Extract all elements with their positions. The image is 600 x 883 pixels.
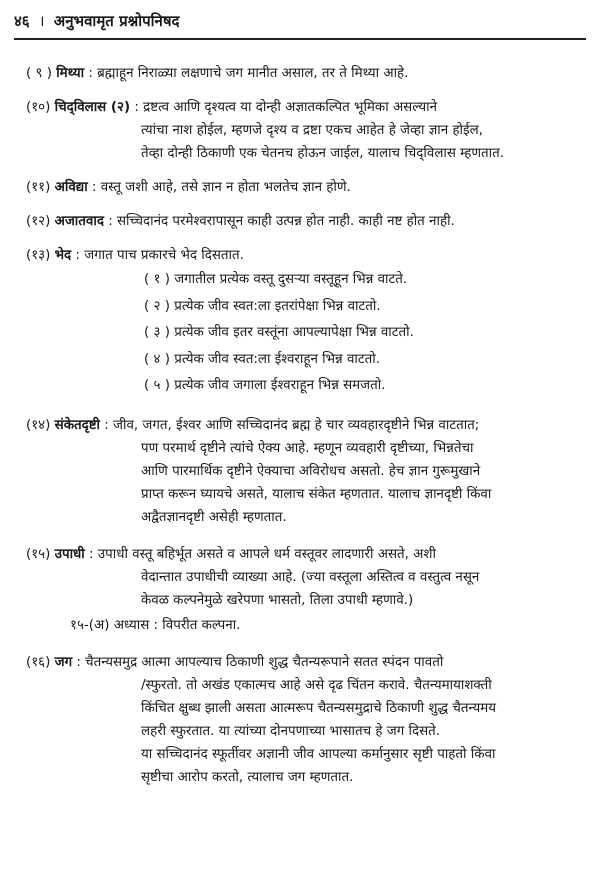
subitem-text: जगातील प्रत्येक वस्तू दुसऱ्या वस्तूहून भिन्न वाटते. — [174, 272, 408, 287]
glossary-entry-12: (१२) अजातवाद : सच्चिदानंद परमेश्वरापासून काही उत्पन्न होत नाही. काही नष्ट होत नाही. — [26, 210, 590, 233]
subitem-number: ( ५ ) — [144, 378, 170, 393]
entry-text: उपाधी वस्तू बहिर्भूत असते व आपले धर्म वस्तूवर लादणारी असते, अशी — [97, 546, 436, 562]
entry-text: द्रष्टत्व आणि दृश्यत्व या दोन्ही अज्ञातकल्पित भूमिका असल्याने — [143, 100, 438, 115]
entry-number: (११) — [26, 180, 51, 195]
entry-text: लहरी स्फुरतात. या त्यांच्या दोनपणाच्या भासातच हे जग दिसते. — [141, 723, 441, 739]
entry-term: उपाधी — [54, 546, 85, 562]
entry-text: चैतन्यसमुद्र आत्मा आपल्याच ठिकाणी शुद्ध चैतन्यरूपाने सतत स्पंदन पावतो — [85, 654, 444, 670]
entry-number: (१२) — [26, 214, 51, 229]
entry-text: आणि पारमार्थिक दृष्टीने ऐक्याचा अविरोधच असतो. हेच ज्ञान गुरूमुखाने — [141, 463, 481, 479]
entry-text: किंचित क्षुब्ध झाली असता आत्मरूप चैतन्यसमुद्राचे ठिकाणी शुद्ध चैतन्यमय — [141, 700, 497, 716]
entry-term: भेद — [54, 248, 72, 263]
entry-text: जगात पाच प्रकारचे भेद दिसतात. — [84, 248, 244, 263]
entry-text: /स्फुरतो. तो अखंड एकात्मच आहे असे दृढ चिंतन करावे. चैतन्यमायाशक्ती — [141, 677, 492, 693]
entry-term: अजातवाद — [54, 214, 104, 229]
entry-number: (१०) — [26, 100, 51, 115]
entry-text: केवळ कल्पनेमुळे खरेपणा भासतो, तिला उपाधी म्हणावे.) — [141, 592, 414, 608]
subitem-number: ( १ ) — [144, 272, 170, 287]
subitem-text: प्रत्येक जीव स्वत:ला इतरांपेक्षा भिन्न वाटतो. — [174, 298, 381, 314]
entry-number: ( ९ ) — [26, 66, 52, 81]
entry-number: (१६) — [26, 654, 51, 670]
subentry-text: विपरीत कल्पना. — [162, 617, 241, 633]
subitem — [26, 373, 590, 400]
glossary-entry-13: (१३) भेद : जगात पाच प्रकारचे भेद दिसतात. ( १ ) जगातील प्रत्येक वस्तू दुसऱ्या वस्तूहून भिन्न वाटते. ( २ ) प्रत्येक जीव स्वत:ला इतरांपेक्षा भिन्न वाटतो. ( ३ ) प्रत्येक जीव इतर वस्तूंना आपल्यापेक्षा भिन्न वाटतो. ( ४ ) प्रत्येक जीव स्वत:ला ईश्वराहून भिन्न वाटतो. ( ५ ) प्रत्येक जीव जगाला ईश्वराहून भिन्न समजतो. — [26, 244, 590, 400]
header-rule — [14, 38, 586, 40]
entry-text: प्राप्त करून घ्यायचे असते, यालाच संकेत म्हणतात. यालाच ज्ञानदृष्टी किंवा — [141, 486, 492, 502]
header-separator: । — [38, 12, 45, 30]
subitem — [26, 347, 590, 374]
entry-term: मिथ्या — [56, 66, 85, 81]
subentry-15a: १५-(अ) अध्यास : विपरीत कल्पना. — [70, 617, 241, 633]
book-title: अनुभवामृत प्रश्नोपनिषद — [53, 12, 180, 30]
entry-text: या सच्चिदानंद स्फूर्तीवर अज्ञानी जीव आपल्या कर्मानुसार सृष्टी पाहतो किंवा — [141, 746, 496, 762]
glossary-entry-15: (१५) उपाधी : उपाधी वस्तू बहिर्भूत असते व आपले धर्म वस्तूवर लादणारी असते, अशी वेदान्तात उपाधीची व्याख्या आहे. (ज्या वस्तूला अस्तित्व व वस्तुत्व नसून केवळ कल्पनेमुळे खरेपणा भासतो, तिला उपाधी म्हणावे.) १५-(अ) अध्यास : विपरीत कल्पना. — [26, 543, 590, 637]
page-number: ४६ — [14, 12, 30, 30]
subitem-number: ( ३ ) — [144, 325, 170, 340]
entry-text: ब्रह्माहून निराळ्या लक्षणाचे जग मानीत असाल, तर ते मिथ्या आहे. — [97, 66, 409, 81]
subitem-text: प्रत्येक जीव जगाला ईश्वराहून भिन्न समजतो. — [174, 378, 386, 393]
entry-text: सृष्टीचा आरोप करतो, त्यालाच जग म्हणतात. — [141, 769, 354, 785]
entry-term: जग — [54, 654, 73, 670]
entry-term: संकेतदृष्टी — [54, 417, 101, 433]
entry-term: अविद्या — [54, 180, 88, 195]
entry-text: अद्वैतज्ञानदृष्टी असेही म्हणतात. — [141, 509, 287, 525]
entry-text: त्यांचा नाश होईल, म्हणजे दृश्य व द्रष्टा एकच आहेत हे जेव्हा ज्ञान होईल, — [141, 123, 483, 138]
subentry-number: १५-(अ) — [70, 617, 110, 633]
subitem-number: ( ४ ) — [144, 351, 170, 367]
entry-term: चिद्‌विलास (२) — [54, 100, 131, 115]
glossary-entry-16: (१६) जग : चैतन्यसमुद्र आत्मा आपल्याच ठिकाणी शुद्ध चैतन्यरूपाने सतत स्पंदन पावतो /स्फुरतो. तो अखंड एकात्मच आहे असे दृढ चिंतन करावे. चैतन्यमायाशक्ती किंचित क्षुब्ध झाली असता आत्मरूप चैतन्यसमुद्राचे ठिकाणी शुद्ध चैतन्यमय लहरी स्फुरतात. या त्यांच्या दोनपणाच्या भासातच हे जग दिसते. या सच्चिदानंद स्फूर्तीवर अज्ञानी जीव आपल्या कर्मानुसार सृष्टी पाहतो किंवा सृष्टीचा आरोप करतो, त्यालाच जग म्हणतात. — [26, 651, 590, 789]
page-header — [14, 6, 586, 36]
glossary-content — [26, 62, 590, 789]
entry-text: जीव, जगत, ईश्वर आणि सच्चिदानंद ब्रह्म हे चार व्यवहारदृष्टीने भिन्न वाटतात; — [113, 417, 480, 433]
glossary-entry-9: ( ९ ) मिथ्या : ब्रह्माहून निराळ्या लक्षणाचे जग मानीत असाल, तर ते मिथ्या आहे. — [26, 62, 590, 85]
glossary-entry-11: (११) अविद्या : वस्तू जशी आहे, तसे ज्ञान न होता भलतेच ज्ञान होणे. — [26, 176, 590, 199]
entry-text: सच्चिदानंद परमेश्वरापासून काही उत्पन्न होत नाही. काही नष्ट होत नाही. — [116, 214, 455, 229]
entry-text: वस्तू जशी आहे, तसे ज्ञान न होता भलतेच ज्ञान होणे. — [100, 180, 351, 195]
subitem — [26, 267, 590, 294]
subentry-term: अध्यास — [113, 617, 150, 633]
subitem-text: प्रत्येक जीव इतर वस्तूंना आपल्यापेक्षा भिन्न वाटतो. — [174, 325, 414, 340]
entry-number: (१४) — [26, 417, 51, 433]
glossary-entry-10: (१०) चिद्‌विलास (२) : द्रष्टत्व आणि दृश्यत्व या दोन्ही अज्ञातकल्पित भूमिका असल्याने त्यांचा नाश होईल, म्हणजे दृश्य व द्रष्टा एकच आहेत हे जेव्हा ज्ञान होईल, तेव्हा दोन्ही ठिकाणी एक चेतनच होऊन जाईल, यालाच चिद्‌विलास म्हणतात. — [26, 96, 590, 165]
subitem — [26, 320, 590, 347]
entry-number: (१५) — [26, 546, 51, 562]
entry-number: (१३) — [26, 248, 51, 263]
entry-text: पण परमार्थ दृष्टीने त्यांचे ऐक्य आहे. म्हणून व्यवहारी दृष्टीच्या, भिन्नतेचा — [141, 440, 474, 456]
entry-text: तेव्हा दोन्ही ठिकाणी एक चेतनच होऊन जाईल, यालाच चिद्‌विलास म्हणतात. — [141, 146, 504, 161]
subitem-number: ( २ ) — [144, 298, 170, 314]
subitem-text: प्रत्येक जीव स्वत:ला ईश्वराहून भिन्न वाटतो. — [174, 351, 380, 367]
entry-text: वेदान्तात उपाधीची व्याख्या आहे. (ज्या वस्तूला अस्तित्व व वस्तुत्व नसून — [141, 569, 480, 585]
glossary-entry-14: (१४) संकेतदृष्टी : जीव, जगत, ईश्वर आणि सच्चिदानंद ब्रह्म हे चार व्यवहारदृष्टीने भिन्न वाटतात; पण परमार्थ दृष्टीने त्यांचे ऐक्य आहे. म्हणून व्यवहारी दृष्टीच्या, भिन्नतेचा आणि पारमार्थिक दृष्टीने ऐक्याचा अविरोधच असतो. हेच ज्ञान गुरूमुखाने प्राप्त करून घ्यायचे असते, यालाच संकेत म्हणतात. यालाच ज्ञानदृष्टी किंवा अद्वैतज्ञानदृष्टी असेही म्हणतात. — [26, 414, 590, 529]
subitem — [26, 294, 590, 321]
